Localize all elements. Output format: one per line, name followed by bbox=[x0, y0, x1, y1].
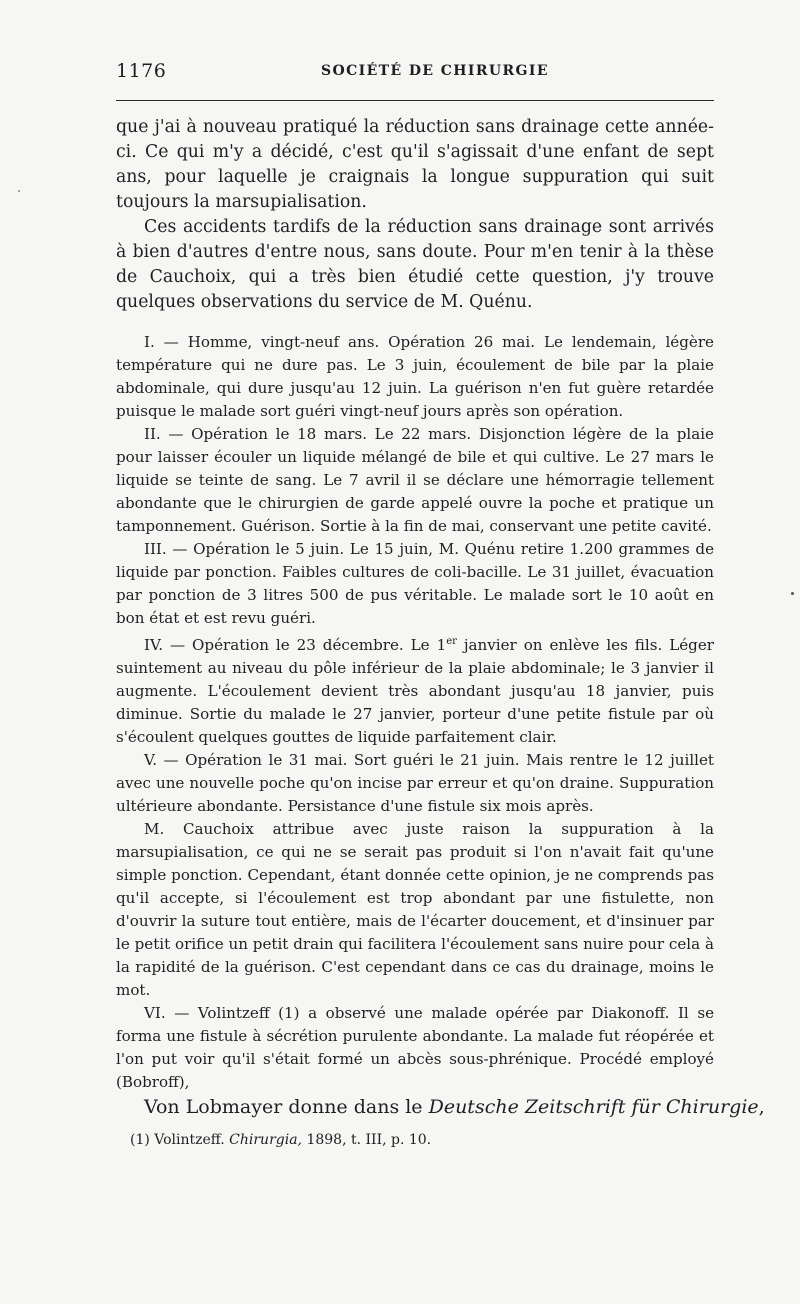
observation-iv-rest: janvier on enlève les fils. Léger suintement au niveau du pôle inférieur de la plaie abdominale; le 3 janvier il augmente. L'écoulement devient très abondant jusqu'au 18 janvier, puis diminue. Sortie du malade le 27 janvier, porteur d'une petite fistule par où s'écoulent quelques gouttes de liquide parfaitement clair. bbox=[116, 636, 714, 747]
observation-iv bbox=[116, 630, 714, 749]
paper-speck bbox=[18, 190, 20, 192]
closing-line-start: Von Lobmayer donne dans le bbox=[144, 1096, 429, 1119]
observation-ii: II. — Opération le 18 mars. Le 22 mars. Disjonction légère de la plaie pour laisser écouler un liquide mélangé de bile et qui cultive. Le 27 mars le liquide se teinte de sang. Le 7 avril il se déclare une hémorragie tellement abondante que le chirurgien de garde appelé ouvre la poche et pratique un tamponnement. Guérison. Sortie à la fin de mai, conservant une petite cavité. bbox=[116, 425, 714, 535]
paragraph-continuation: que j'ai à nouveau pratiqué la réduction sans drainage cette année-ci. Ce qui m'y a décidé, c'est qu'il s'agissait d'une enfant de sept ans, pour laquelle je craignais la longue suppuration qui suit toujours la marsupialisation. bbox=[116, 117, 714, 212]
paper-speck bbox=[791, 592, 794, 595]
footnote-journal: Chirurgia, bbox=[229, 1132, 302, 1149]
cauchoix-comment: M. Cauchoix attribue avec juste raison la suppuration à la marsupialisation, ce qui ne se serait pas produit si l'on n'avait fait qu'une simple ponction. Cependant, étant donnée cette opinion, je ne comprends pas qu'il accepte, si l'écoulement est trop abondant par une fistulette, non d'ouvrir la suture tout entière, mais de l'écarter doucement, et d'insinuer par le petit orifice un petit drain qui facilitera l'écoulement sans nuire pour cela à la rapidité de la guérison. C'est cependant dans ce cas du drainage, moins le mot. bbox=[116, 820, 714, 1000]
paragraph-accidents: Ces accidents tardifs de la réduction sans drainage sont arrivés à bien d'autres d'entre nous, sans doute. Pour m'en tenir à la thèse de Cauchoix, qui a très bien étudié cette question, j'y trouve quelques observations du service de M. Quénu. bbox=[116, 217, 714, 312]
footnote-reference: 1898, t. III, p. 10. bbox=[302, 1132, 432, 1149]
closing-line bbox=[116, 1094, 765, 1120]
footnote-marker: (1) Volintzeff. bbox=[130, 1132, 230, 1149]
observation-iv-start: IV. — Opération le 23 décembre. Le 1 bbox=[144, 636, 447, 655]
observation-i: I. — Homme, vingt-neuf ans. Opération 26 mai. Le lendemain, légère température qui ne dure pas. Le 3 juin, écoulement de bile par la plaie abdominale, qui dure jusqu'au 12 juin. La guérison n'en fut guère retardée puisque le malade sort guéri vingt-neuf jours après son opération. bbox=[116, 333, 714, 420]
closing-line-end: , bbox=[758, 1096, 765, 1119]
observation-v: V. — Opération le 31 mai. Sort guéri le 21 juin. Mais rentre le 12 juillet avec une nouvelle poche qu'on incise par erreur et qu'on draine. Suppuration ultérieure abondante. Persistance d'une fistule six mois après. bbox=[116, 751, 714, 816]
footnote bbox=[130, 1130, 714, 1150]
journal-title: Deutsche Zeitschrift für Chirurgie bbox=[428, 1096, 759, 1119]
page-header bbox=[116, 60, 714, 86]
running-title: SOCIÉTÉ DE CHIRURGIE bbox=[321, 63, 549, 79]
observation-iii: III. — Opération le 5 juin. Le 15 juin, M. Quénu retire 1.200 grammes de liquide par ponction. Faibles cultures de coli-bacille. Le 31 juillet, évacuation par ponction de 3 litres 500 de pus véritable. Le malade sort le 10 août en bon état et est revu guéri. bbox=[116, 540, 714, 627]
superscript-er: er bbox=[446, 636, 457, 647]
observation-vi: VI. — Volintzeff (1) a observé une malade opérée par Diakonoff. Il se forma une fistule à sécrétion purulente abondante. La malade fut réopérée et l'on put voir qu'il s'était formé un abcès sous-phrénique. Procédé employé (Bobroff), bbox=[116, 1004, 714, 1092]
page-number: 1176 bbox=[116, 60, 167, 82]
page-body bbox=[116, 115, 765, 1150]
header-rule bbox=[116, 100, 714, 101]
